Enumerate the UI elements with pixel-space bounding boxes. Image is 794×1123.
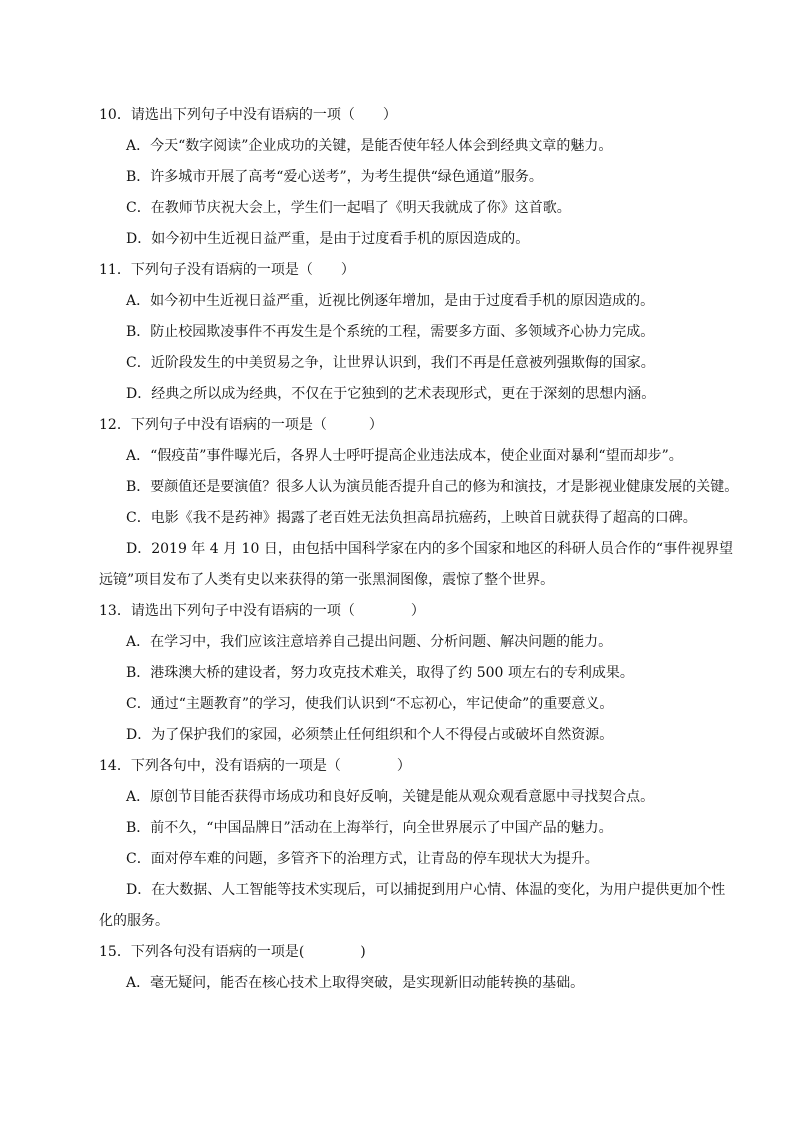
option-d: D．在大数据、人工智能等技术实现后，可以捕捉到用户心情、体温的变化，为用户提供更加个性 [126, 882, 726, 898]
option-d: D．如今初中生近视日益严重，是由于过度看手机的原因造成的。 [126, 231, 530, 247]
option-b: B．要颜值还是要演值？很多人认为演员能否提升自己的修为和演技，才是影视业健康发展的关键。 [126, 479, 739, 495]
option-a: A．“假疫苗”事件曝光后，各界人士呼吁提高企业违法成本，使企业面对暴利“望而却步”。 [126, 448, 683, 464]
option-c: C．近阶段发生的中美贸易之争，让世界认识到，我们不再是任意被列强欺侮的国家。 [126, 355, 655, 371]
option-a: A．毫无疑问，能否在核心技术上取得突破，是实现新旧动能转换的基础。 [126, 975, 585, 991]
question-13 [0, 596, 794, 751]
option-d-continuation: 远镜”项目发布了人类有史以来获得的第一张黑洞图像，震惊了整个世界。 [99, 572, 555, 588]
option-c: C．通过“主题教育”的学习，使我们认识到“不忘初心，牢记使命”的重要意义。 [126, 696, 614, 712]
option-b: B．许多城市开展了高考“爱心送考”，为考生提供“绿色通道”服务。 [126, 169, 543, 185]
option-b: B．前不久，“中国品牌日”活动在上海举行，向全世界展示了中国产品的魅力。 [126, 820, 613, 836]
option-d-continuation: 化的服务。 [99, 913, 169, 929]
option-a: A．如今初中生近视日益严重，近视比例逐年增加，是由于过度看手机的原因造成的。 [126, 293, 655, 309]
question-15 [0, 937, 794, 999]
option-b: B．港珠澳大桥的建设者，努力攻克技术难关，取得了约 500 项左右的专利成果。 [126, 665, 634, 681]
question-14 [0, 751, 794, 937]
question-stem: 12．下列句子中没有语病的一项是（ ） [99, 417, 383, 433]
option-a: A．在学习中，我们应该注意培养自己提出问题、分析问题、解决问题的能力。 [126, 634, 613, 650]
question-12 [0, 410, 794, 596]
question-stem: 10．请选出下列句子中没有语病的一项（ ） [99, 107, 397, 123]
question-stem: 14．下列各句中，没有语病的一项是（ ） [99, 758, 411, 774]
question-stem: 15．下列各句没有语病的一项是( ) [99, 944, 366, 960]
option-b: B．防止校园欺凌事件不再发生是个系统的工程，需要多方面、多领域齐心协力完成。 [126, 324, 655, 340]
option-c: C．电影《我不是药神》揭露了老百姓无法负担高昂抗癌药，上映首日就获得了超高的口碑。 [126, 510, 697, 526]
option-d: D．经典之所以成为经典，不仅在于它独到的艺术表现形式，更在于深刻的思想内涵。 [126, 386, 656, 402]
question-stem: 13．请选出下列句子中没有语病的一项（ ） [99, 603, 425, 619]
option-d: D．2019 年 4 月 10 日，由包括中国科学家在内的多个国家和地区的科研人员合作的“事件视界望 [126, 541, 733, 557]
option-a: A．今天“数字阅读”企业成功的关键，是能否使年轻人体会到经典文章的魅力。 [126, 138, 613, 154]
option-d: D．为了保护我们的家园，必须禁止任何组织和个人不得侵占或破坏自然资源。 [126, 727, 614, 743]
question-10 [0, 100, 794, 255]
option-c: C．在教师节庆祝大会上，学生们一起唱了《明天我就成了你》这首歌。 [126, 200, 571, 216]
option-c: C．面对停车难的问题，多管齐下的治理方式，让青岛的停车现状大为提升。 [126, 851, 599, 867]
question-11 [0, 255, 794, 410]
option-a: A．原创节目能否获得市场成功和良好反响，关键是能从观众观看意愿中寻找契合点。 [126, 789, 655, 805]
question-stem: 11．下列句子没有语病的一项是（ ） [99, 262, 355, 278]
